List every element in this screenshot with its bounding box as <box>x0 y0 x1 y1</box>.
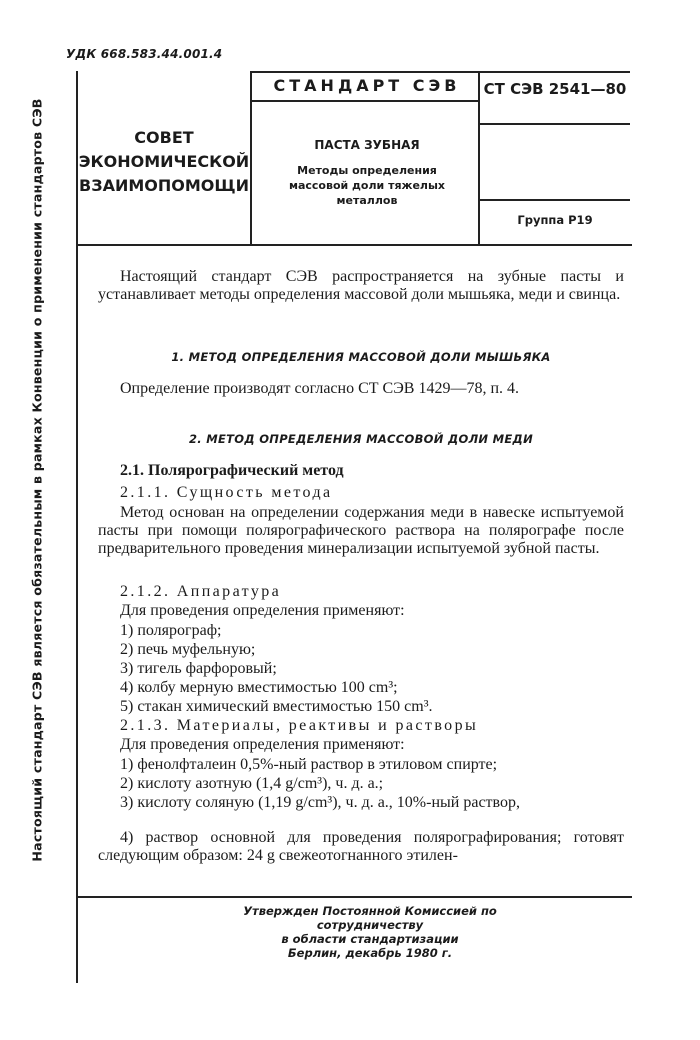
apparatus-intro: Для проведения определения применяют: <box>120 602 405 619</box>
subject-title: ПАСТА ЗУБНАЯ <box>314 138 420 152</box>
council-line-3: ВЗАИМОПОМОЩИ <box>79 176 249 195</box>
header-top-rule <box>250 71 630 73</box>
approval-line-3: Берлин, декабрь 1980 г. <box>287 946 453 960</box>
apparatus-item: 3) тигель фарфоровый; <box>120 660 277 677</box>
approval-line-1: Утвержден Постоянной Комиссией по сотрудничеству <box>243 904 497 932</box>
materials-item: 2) кислоту азотную (1,4 g/cm³), ч. д. а.; <box>120 775 384 792</box>
apparatus-item: 2) печь муфельную; <box>120 641 256 658</box>
section-2-heading: 2. МЕТОД ОПРЕДЕЛЕНИЯ МАССОВОЙ ДОЛИ МЕДИ <box>188 432 534 446</box>
methods-title <box>262 163 472 208</box>
standard-number: СТ СЭВ 2541—80 <box>483 80 627 98</box>
subsection-2-1-1: 2.1.1. Сущность метода <box>120 484 333 501</box>
header-right-mid-rule <box>478 123 630 125</box>
footer-rule <box>76 896 632 898</box>
apparatus-item: 4) колбу мерную вместимостью 100 cm³; <box>120 679 398 696</box>
methods-line-1: Методы определения <box>297 164 437 177</box>
council-line-2: ЭКОНОМИЧЕСКОЙ <box>78 152 250 171</box>
method-essence-paragraph: Метод основан на определении содержания меди в навеске испытуемой пасты при помощи полярографического раствора на полярографе после предварительного проведения минерализации испытуемой зубной пасты. <box>98 504 624 557</box>
approval-line-2: в области стандартизации <box>281 932 459 946</box>
materials-intro: Для проведения определения применяют: <box>120 736 405 753</box>
council-name <box>78 126 250 198</box>
sidebar-note-text: Настоящий стандарт СЭВ является обязательным в рамках Конвенции о применении стандартов СЭВ <box>29 98 45 862</box>
header-bottom-rule <box>76 244 632 246</box>
sidebar-note <box>24 100 50 860</box>
subsection-2-1-3: 2.1.3. Материалы, реактивы и растворы <box>120 717 479 734</box>
intro-paragraph: Настоящий стандарт СЭВ распространяется на зубные пасты и устанавливает методы определения массовой доли мышьяка, меди и свинца. <box>98 268 624 303</box>
materials-item: 3) кислоту соляную (1,19 g/cm³), ч. д. а., 10%-ный раствор, <box>120 794 520 811</box>
subsection-2-1-2: 2.1.2. Аппаратура <box>120 583 282 600</box>
subsection-2-1: 2.1. Полярографический метод <box>120 462 344 479</box>
council-line-1: СОВЕТ <box>134 128 194 147</box>
section-1-text: Определение производят согласно СТ СЭВ 1429—78, п. 4. <box>120 380 519 397</box>
udk-code: УДК 668.583.44.001.4 <box>66 47 223 61</box>
approval-note <box>190 904 550 960</box>
apparatus-item: 5) стакан химический вместимостью 150 cm³. <box>120 698 433 715</box>
header-divider-left <box>250 71 252 246</box>
group-code: Группа Р19 <box>517 213 593 227</box>
section-1-heading: 1. МЕТОД ОПРЕДЕЛЕНИЯ МАССОВОЙ ДОЛИ МЫШЬЯКА <box>171 350 551 364</box>
header-mid-rule <box>250 100 478 102</box>
standard-title: СТАНДАРТ СЭВ <box>273 76 461 95</box>
methods-line-3: металлов <box>336 194 398 207</box>
apparatus-item: 1) полярограф; <box>120 622 222 639</box>
materials-item: 4) раствор основной для проведения полярографирования; готовят следующим образом: 24 g свежеотогнанного этилен- <box>98 829 624 864</box>
header-right-lower-rule <box>478 199 630 201</box>
left-border-line <box>76 71 78 983</box>
materials-item: 1) фенолфталеин 0,5%-ный раствор в этиловом спирте; <box>120 756 498 773</box>
methods-line-2: массовой доли тяжелых <box>288 179 446 192</box>
